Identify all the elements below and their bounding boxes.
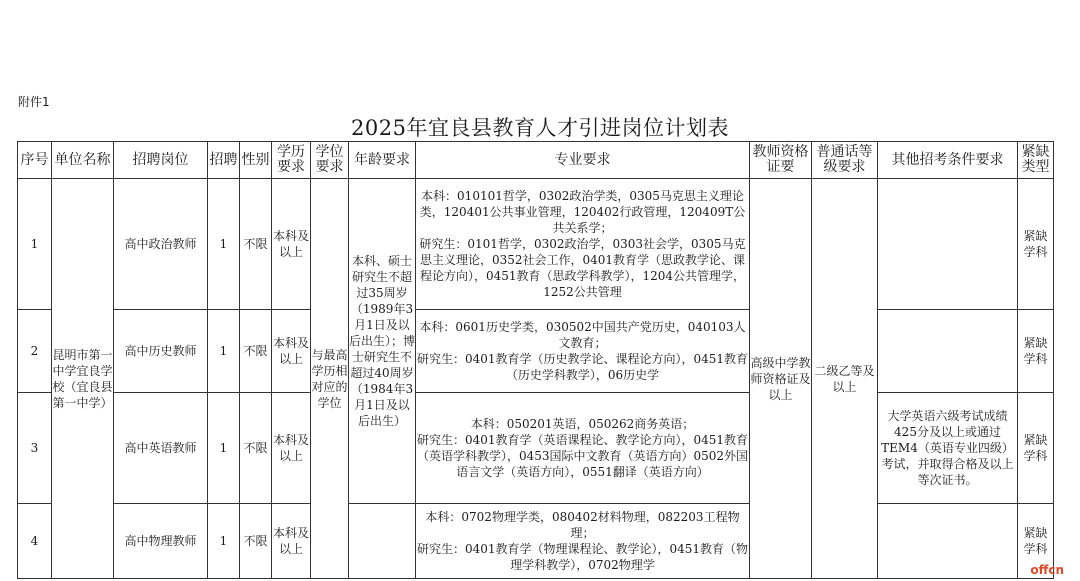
header-unit: 单位名称 — [52, 142, 114, 179]
cell-gender: 不限 — [240, 504, 272, 579]
cell-other — [878, 179, 1018, 310]
cell-other — [878, 504, 1018, 579]
cell-major: 本科：010101哲学，0302政治学类，0305马克思主义理论类，120401公共事业管理，120402行政管理，120409T公共关系学； 研究生：0101哲学，0302政治学，0303社会学，0305马克思主义理论，0352社会工作，0401教育学（思政教学论、课程论方向），0451教育（思政学科教学），1204公共管理学，1252公共管理 — [416, 179, 750, 310]
header-count: 招聘 — [208, 142, 240, 179]
cell-other: 大学英语六级考试成绩425分及以上或通过TEM4（英语专业四级）考试，并取得合格及以上等次证书。 — [878, 393, 1018, 504]
header-seq: 序号 — [18, 142, 52, 179]
cell-shortage: 紧缺学科 — [1018, 504, 1054, 579]
table-row — [18, 393, 1054, 504]
header-degree: 学位要求 — [311, 142, 349, 179]
header-major: 专业要求 — [416, 142, 750, 179]
cell-mandarin: 二级乙等及以上 — [812, 179, 878, 579]
cell-seq: 3 — [18, 393, 52, 504]
cell-shortage: 紧缺学科 — [1018, 310, 1054, 393]
cell-position: 高中物理教师 — [114, 504, 208, 579]
cell-count: 1 — [208, 179, 240, 310]
header-position: 招聘岗位 — [114, 142, 208, 179]
cell-shortage: 紧缺学科 — [1018, 179, 1054, 310]
table-header-row — [18, 142, 1054, 179]
cell-cert: 高级中学教师资格证及以上 — [750, 179, 812, 579]
cell-count: 1 — [208, 393, 240, 504]
cell-unit: 昆明市第一中学宜良学校（宜良县第一中学） — [52, 179, 114, 579]
recruitment-plan-table — [17, 141, 1054, 579]
watermark-logo: offcn — [1030, 563, 1064, 577]
cell-education: 本科及以上 — [272, 393, 311, 504]
cell-other — [878, 310, 1018, 393]
cell-gender: 不限 — [240, 310, 272, 393]
cell-gender: 不限 — [240, 393, 272, 504]
cell-major: 本科：050201英语，050262商务英语； 研究生：0401教育学（英语课程论、教学论方向），0451教育（英语学科教学），0453国际中文教育（英语方向）0502外国语言文学（英语方向），0551翻译（英语方向） — [416, 393, 750, 504]
cell-age-empty — [349, 504, 416, 579]
cell-count: 1 — [208, 504, 240, 579]
cell-position: 高中历史教师 — [114, 310, 208, 393]
cell-gender: 不限 — [240, 179, 272, 310]
cell-education: 本科及以上 — [272, 504, 311, 579]
header-cert: 教师资格证要 — [750, 142, 812, 179]
header-shortage: 紧缺类型 — [1018, 142, 1054, 179]
header-mandarin: 普通话等级要求 — [812, 142, 878, 179]
table-row — [18, 504, 1054, 579]
table-row — [18, 179, 1054, 310]
header-gender: 性别 — [240, 142, 272, 179]
table-row — [18, 310, 1054, 393]
cell-seq: 2 — [18, 310, 52, 393]
cell-position: 高中政治教师 — [114, 179, 208, 310]
cell-seq: 1 — [18, 179, 52, 310]
cell-count: 1 — [208, 310, 240, 393]
cell-age: 本科、硕士研究生不超过35周岁（1989年3月1日及以后出生）；博士研究生不超过40周岁（1984年3月1日及以后出生） — [349, 179, 416, 504]
header-age: 年龄要求 — [349, 142, 416, 179]
cell-shortage: 紧缺学科 — [1018, 393, 1054, 504]
attachment-label: 附件1 — [18, 95, 50, 109]
cell-major: 本科：0601历史学类，030502中国共产党历史，040103人文教育； 研究生：0401教育学（历史教学论、课程论方向），0451教育（历史学科教学），06历史学 — [416, 310, 750, 393]
header-other: 其他招考条件要求 — [878, 142, 1018, 179]
cell-degree: 与最高学历相对应的学位 — [311, 179, 349, 579]
cell-education: 本科及以上 — [272, 310, 311, 393]
page-title: 2025年宜良县教育人才引进岗位计划表 — [351, 116, 729, 140]
cell-major: 本科：0702物理学类，080402材料物理，082203工程物理； 研究生：0401教育学（物理课程论、教学论），0451教育（物理学科教学），0702物理学 — [416, 504, 750, 579]
header-education: 学历要求 — [272, 142, 311, 179]
cell-position: 高中英语教师 — [114, 393, 208, 504]
cell-seq: 4 — [18, 504, 52, 579]
cell-education: 本科及以上 — [272, 179, 311, 310]
